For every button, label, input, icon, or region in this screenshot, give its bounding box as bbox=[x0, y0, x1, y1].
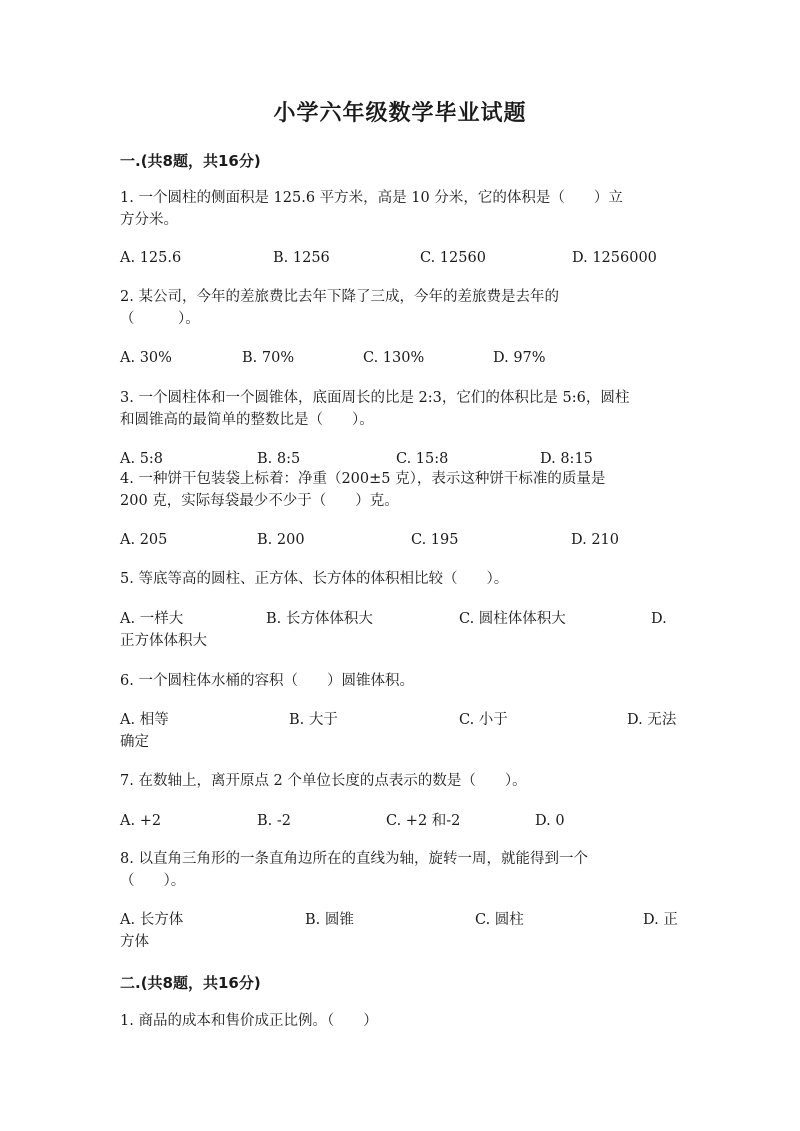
question-3 bbox=[120, 387, 680, 431]
option-d-continued: 方体 bbox=[120, 934, 149, 950]
option-b: B. 8:5 bbox=[257, 451, 301, 467]
question-8 bbox=[120, 848, 680, 892]
question-7 bbox=[120, 770, 680, 792]
option-c: C. +2 和-2 bbox=[386, 813, 461, 829]
option-c: C. 圆柱 bbox=[475, 912, 524, 928]
option-d: D. 210 bbox=[571, 532, 620, 548]
question-line: 1. 一个圆柱的侧面积是 125.6 平方米，高是 10 分米，它的体积是（ ）立 bbox=[120, 190, 623, 206]
option-d-continued: 正方体体积大 bbox=[120, 633, 207, 649]
question-line: 1. 商品的成本和售价成正比例。（ ） bbox=[120, 1013, 378, 1029]
question-2 bbox=[120, 286, 680, 330]
question-1 bbox=[120, 187, 680, 231]
question-5 bbox=[120, 568, 680, 590]
option-a: A. +2 bbox=[120, 813, 162, 829]
question-line: （ ）。 bbox=[120, 311, 200, 327]
question-line: 200 克，实际每袋最少不少于（ ）克。 bbox=[120, 493, 399, 509]
option-c: C. 小于 bbox=[459, 712, 508, 728]
option-a: A. 长方体 bbox=[120, 912, 184, 928]
question-6 bbox=[120, 670, 680, 692]
question-line: 6. 一个圆柱体水桶的容积（ ）圆锥体积。 bbox=[120, 673, 414, 689]
option-b: B. 长方体体积大 bbox=[266, 611, 373, 627]
question-line: （ ）。 bbox=[120, 873, 186, 889]
option-b: B. 圆锥 bbox=[305, 912, 354, 928]
option-d: D. 8:15 bbox=[540, 451, 593, 467]
option-b: B. 70% bbox=[242, 350, 295, 366]
option-c: C. 15:8 bbox=[396, 451, 449, 467]
option-d: D. 1256000 bbox=[572, 250, 657, 266]
option-d: D. 0 bbox=[535, 813, 565, 829]
question-line: 方分米。 bbox=[120, 212, 178, 228]
option-d: D. 无法 bbox=[627, 712, 677, 728]
question-line: 8. 以直角三角形的一条直角边所在的直线为轴，旋转一周，就能得到一个 bbox=[120, 851, 588, 867]
question-9 bbox=[120, 1010, 680, 1032]
option-d: D. bbox=[651, 611, 667, 627]
page-title: 小学六年级数学毕业试题 bbox=[273, 100, 527, 126]
question-line: 2. 某公司，今年的差旅费比去年下降了三成，今年的差旅费是去年的 bbox=[120, 289, 559, 305]
option-b: B. 200 bbox=[257, 532, 305, 548]
option-a: A. 30% bbox=[120, 350, 172, 366]
option-a: A. 125.6 bbox=[120, 250, 182, 266]
option-b: B. 大于 bbox=[289, 712, 338, 728]
question-line: 3. 一个圆柱体和一个圆锥体，底面周长的比是 2:3，它们的体积比是 5:6，圆柱 bbox=[120, 390, 630, 406]
option-d-continued: 确定 bbox=[120, 734, 149, 750]
option-d: D. 正 bbox=[643, 912, 678, 928]
section-heading-1: 一.(共8题，共16分) bbox=[120, 152, 261, 170]
question-4 bbox=[120, 468, 680, 512]
question-line: 和圆锥高的最简单的整数比是（ ）。 bbox=[120, 412, 374, 428]
option-a: A. 相等 bbox=[120, 712, 169, 728]
option-b: B. -2 bbox=[257, 813, 291, 829]
section-heading-2: 二.(共8题，共16分) bbox=[120, 974, 261, 992]
question-line: 7. 在数轴上，离开原点 2 个单位长度的点表示的数是（ ）。 bbox=[120, 773, 527, 789]
question-line: 5. 等底等高的圆柱、正方体、长方体的体积相比较（ ）。 bbox=[120, 571, 509, 587]
option-c: C. 圆柱体体积大 bbox=[459, 611, 566, 627]
option-c: C. 12560 bbox=[420, 250, 486, 266]
option-a: A. 一样大 bbox=[120, 611, 184, 627]
option-d: D. 97% bbox=[493, 350, 546, 366]
option-c: C. 195 bbox=[411, 532, 459, 548]
option-a: A. 5:8 bbox=[120, 451, 164, 467]
option-a: A. 205 bbox=[120, 532, 168, 548]
option-b: B. 1256 bbox=[273, 250, 330, 266]
option-c: C. 130% bbox=[363, 350, 425, 366]
question-line: 4. 一种饼干包装袋上标着：净重（200±5 克），表示这种饼干标准的质量是 bbox=[120, 471, 606, 487]
